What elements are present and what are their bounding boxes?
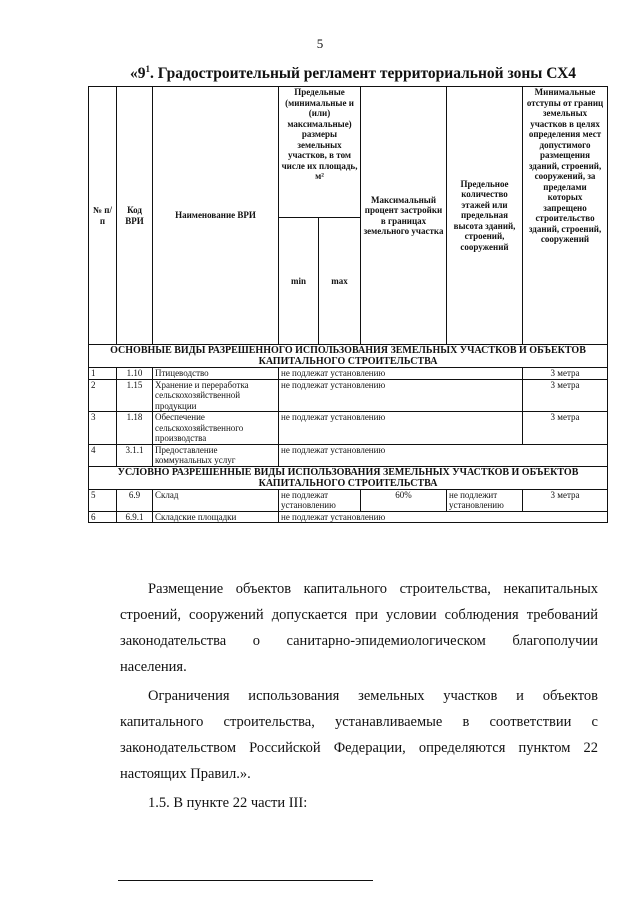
row-setback: 3 метра bbox=[523, 368, 608, 380]
body-paragraph bbox=[120, 683, 598, 787]
row-value: не подлежат установлению bbox=[279, 368, 523, 380]
header-max-percent: Максимальный процент застройки в границах земельного участка bbox=[361, 87, 447, 345]
row-code: 6.9 bbox=[117, 489, 153, 511]
header-num: № п/п bbox=[89, 87, 117, 345]
row-code: 3.1.1 bbox=[117, 444, 153, 466]
section-main-row bbox=[89, 345, 608, 368]
row-value: не подлежат установлению bbox=[279, 412, 523, 445]
header-floors: Предельное количество этажей или предельная высота зданий, строений, сооружений bbox=[447, 87, 523, 345]
regulation-table bbox=[88, 86, 608, 523]
row-name: Птицеводство bbox=[153, 368, 279, 380]
row-num: 4 bbox=[89, 444, 117, 466]
footnote-divider bbox=[118, 880, 373, 881]
row-setback: 3 метра bbox=[523, 412, 608, 445]
row-code: 1.15 bbox=[117, 379, 153, 412]
row-num: 1 bbox=[89, 368, 117, 380]
row-value: не подлежат установлению bbox=[279, 379, 523, 412]
row-code: 6.9.1 bbox=[117, 511, 153, 523]
paragraph-text: Размещение объектов капитального строительства, некапитальных строений, сооружений допускается при условии соблюдения требований законодательства о санитарно-эпидемиологическом благополучии населения. bbox=[120, 581, 598, 675]
row-value: не подлежат установлению bbox=[279, 444, 608, 466]
row-name: Обеспечение сельскохозяйственного производства bbox=[153, 412, 279, 445]
row-value: не подлежат установлению bbox=[279, 511, 608, 523]
body-paragraph bbox=[120, 790, 598, 816]
row-name: Склад bbox=[153, 489, 279, 511]
row-percent: 60% bbox=[361, 489, 447, 511]
row-code: 1.10 bbox=[117, 368, 153, 380]
row-num: 6 bbox=[89, 511, 117, 523]
header-max: max bbox=[319, 218, 361, 345]
row-num: 5 bbox=[89, 489, 117, 511]
table-row bbox=[89, 412, 608, 445]
header-setbacks: Минимальные отступы от границ земельных участков в целях определения мест допустимого размещения зданий, строений, сооружений, за пределами которых запрещено строительство зданий, строений, сооружений bbox=[523, 87, 608, 345]
title-text: . Градостроительный регламент территориальной зоны СХ4 bbox=[149, 65, 577, 83]
row-size: не подлежат установлению bbox=[279, 489, 361, 511]
row-name: Предоставление коммунальных услуг bbox=[153, 444, 279, 466]
header-code: Код ВРИ bbox=[117, 87, 153, 345]
row-num: 3 bbox=[89, 412, 117, 445]
table-row bbox=[89, 511, 608, 523]
title-prefix: «9 bbox=[129, 65, 146, 83]
section-title bbox=[88, 64, 618, 83]
row-code: 1.18 bbox=[117, 412, 153, 445]
table-row bbox=[89, 379, 608, 412]
row-name: Складские площадки bbox=[153, 511, 279, 523]
table-row bbox=[89, 444, 608, 466]
header-plot-size: Предельные (минимальные и (или) максимальные) размеры земельных участков, в том числе их площадь, м² bbox=[279, 87, 361, 218]
header-min: min bbox=[279, 218, 319, 345]
title-superscript: 1 bbox=[145, 64, 150, 74]
table-row bbox=[89, 489, 608, 511]
row-name: Хранение и переработка сельскохозяйственной продукции bbox=[153, 379, 279, 412]
row-setback: 3 метра bbox=[523, 379, 608, 412]
row-setback: 3 метра bbox=[523, 489, 608, 511]
section-conditional-label: УСЛОВНО РАЗРЕШЕННЫЕ ВИДЫ ИСПОЛЬЗОВАНИЯ ЗЕМЕЛЬНЫХ УЧАСТКОВ И ОБЪЕКТОВ КАПИТАЛЬНОГО СТРОИТЕЛЬСТВА bbox=[89, 466, 608, 489]
page-number: 5 bbox=[316, 36, 324, 51]
paragraph-text: Ограничения использования земельных участков и объектов капитального строительства, устанавливаемые в соответствии с законодательством Российской Федерации, определяются пунктом 22 настоящих Правил.». bbox=[120, 688, 598, 782]
section-main-label: ОСНОВНЫЕ ВИДЫ РАЗРЕШЕННОГО ИСПОЛЬЗОВАНИЯ ЗЕМЕЛЬНЫХ УЧАСТКОВ И ОБЪЕКТОВ КАПИТАЛЬНОГО СТРОИТЕЛЬСТВА bbox=[89, 345, 608, 368]
row-num: 2 bbox=[89, 379, 117, 412]
header-row bbox=[89, 87, 608, 218]
body-paragraph bbox=[120, 576, 598, 680]
paragraph-text: 1.5. В пункте 22 части III: bbox=[148, 795, 308, 811]
section-conditional-row bbox=[89, 466, 608, 489]
header-name: Наименование ВРИ bbox=[153, 87, 279, 345]
row-floors: не подлежит установлению bbox=[447, 489, 523, 511]
table-row bbox=[89, 368, 608, 380]
